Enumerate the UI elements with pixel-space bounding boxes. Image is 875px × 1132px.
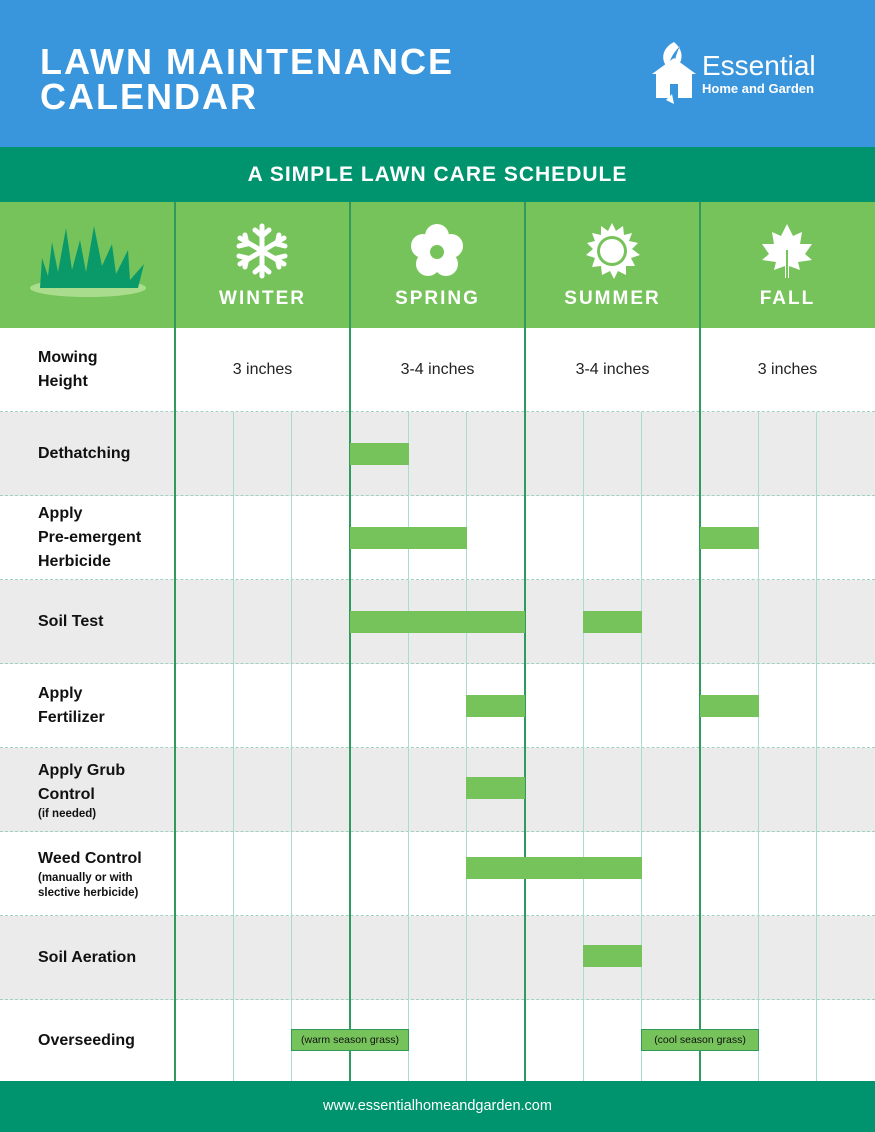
mowing-height-spring: 3-4 inches bbox=[400, 361, 475, 378]
schedule-bar-grub-control bbox=[466, 777, 525, 799]
schedule-bar-soil-test-summer bbox=[583, 611, 642, 633]
logo-text-essential: Essential bbox=[702, 50, 816, 81]
house-leaf-icon bbox=[648, 38, 700, 104]
season-winter bbox=[175, 202, 350, 328]
season-summer bbox=[525, 202, 700, 328]
mowing-height-summer: 3-4 inches bbox=[575, 361, 650, 378]
month-gridline bbox=[466, 412, 467, 1081]
page-title bbox=[40, 41, 454, 117]
season-gridline bbox=[349, 328, 351, 1081]
row-label-line: Fertilizer bbox=[38, 709, 105, 726]
row-label-line: Weed Control bbox=[38, 850, 142, 867]
header-banner bbox=[0, 0, 875, 147]
season-label: SPRING bbox=[395, 288, 480, 309]
season-label: SUMMER bbox=[564, 288, 661, 309]
footer-url[interactable]: www.essentialhomeandgarden.com bbox=[0, 1081, 875, 1132]
schedule-bar-fertilizer-spring bbox=[466, 695, 525, 717]
schedule-bar-soil-aeration bbox=[583, 945, 642, 967]
task-row-grub-control bbox=[0, 748, 875, 832]
row-label-note: (if needed) bbox=[38, 807, 97, 820]
task-row-weed-control bbox=[0, 832, 875, 916]
row-label-line: Apply bbox=[38, 685, 83, 702]
schedule-bar-weed-control bbox=[466, 857, 642, 879]
schedule-bar-soil-test-spring bbox=[350, 611, 525, 633]
row-label-line: Pre-emergent bbox=[38, 529, 142, 546]
schedule-bar-overseeding-warm: (warm season grass) bbox=[291, 1029, 409, 1051]
row-label-line: Soil Test bbox=[38, 613, 104, 630]
schedule-grid bbox=[0, 328, 875, 1081]
season-label: FALL bbox=[759, 288, 816, 309]
brand-logo[interactable] bbox=[648, 38, 848, 104]
schedule-bar-overseeding-cool: (cool season grass) bbox=[641, 1029, 759, 1051]
row-label bbox=[38, 328, 173, 412]
season-header-band bbox=[0, 202, 875, 328]
season-gridline bbox=[174, 328, 176, 1081]
row-label bbox=[38, 832, 173, 916]
month-gridline bbox=[408, 412, 409, 1081]
schedule-bar-pre-emergent-spring bbox=[350, 527, 467, 549]
grass-icon bbox=[28, 222, 148, 302]
month-gridline bbox=[233, 412, 234, 1081]
month-gridline bbox=[758, 412, 759, 1081]
title-line-1: LAWN MAINTENANCE bbox=[40, 41, 454, 82]
row-label bbox=[38, 916, 173, 1000]
mowing-height-row bbox=[0, 328, 875, 412]
row-label bbox=[38, 664, 173, 748]
month-gridline bbox=[816, 412, 817, 1081]
row-label-line: Soil Aeration bbox=[38, 949, 137, 966]
row-label bbox=[38, 496, 173, 580]
month-gridline bbox=[583, 412, 584, 1081]
schedule-bar-fertilizer-fall bbox=[700, 695, 759, 717]
sun-icon bbox=[583, 222, 641, 280]
row-label-line: Herbicide bbox=[38, 553, 111, 570]
snowflake-icon bbox=[233, 222, 291, 280]
row-label-line: Height bbox=[38, 373, 88, 390]
row-label-line: Apply bbox=[38, 505, 83, 522]
title-line-2: CALENDAR bbox=[40, 76, 258, 117]
row-label bbox=[38, 412, 173, 496]
row-label-line: Control bbox=[38, 785, 95, 803]
row-label bbox=[38, 1000, 173, 1081]
month-gridline bbox=[641, 412, 642, 1081]
row-label-line: Dethatching bbox=[38, 445, 131, 462]
row-label-line: Mowing bbox=[38, 349, 98, 366]
row-label-note: (manually or with bbox=[38, 872, 133, 884]
schedule-subtitle: A SIMPLE LAWN CARE SCHEDULE bbox=[0, 147, 875, 202]
flower-icon bbox=[408, 222, 466, 280]
row-label-note: slective herbicide) bbox=[38, 887, 139, 899]
schedule-bar-dethatching bbox=[350, 443, 409, 465]
season-spring bbox=[350, 202, 525, 328]
schedule-bar-pre-emergent-fall bbox=[700, 527, 759, 549]
row-label-line: Overseeding bbox=[38, 1031, 135, 1049]
row-label bbox=[38, 580, 173, 664]
mowing-height-fall: 3 inches bbox=[757, 361, 818, 378]
season-label: WINTER bbox=[219, 288, 306, 309]
row-label-line: Apply Grub bbox=[38, 761, 126, 779]
row-label bbox=[38, 748, 173, 832]
task-row-dethatching bbox=[0, 412, 875, 496]
maple-leaf-icon bbox=[758, 222, 816, 280]
month-gridline bbox=[291, 412, 292, 1081]
logo-text-home-garden: Home and Garden bbox=[702, 81, 814, 96]
season-fall bbox=[700, 202, 875, 328]
task-row-soil-aeration bbox=[0, 916, 875, 1000]
mowing-height-winter: 3 inches bbox=[232, 361, 293, 378]
